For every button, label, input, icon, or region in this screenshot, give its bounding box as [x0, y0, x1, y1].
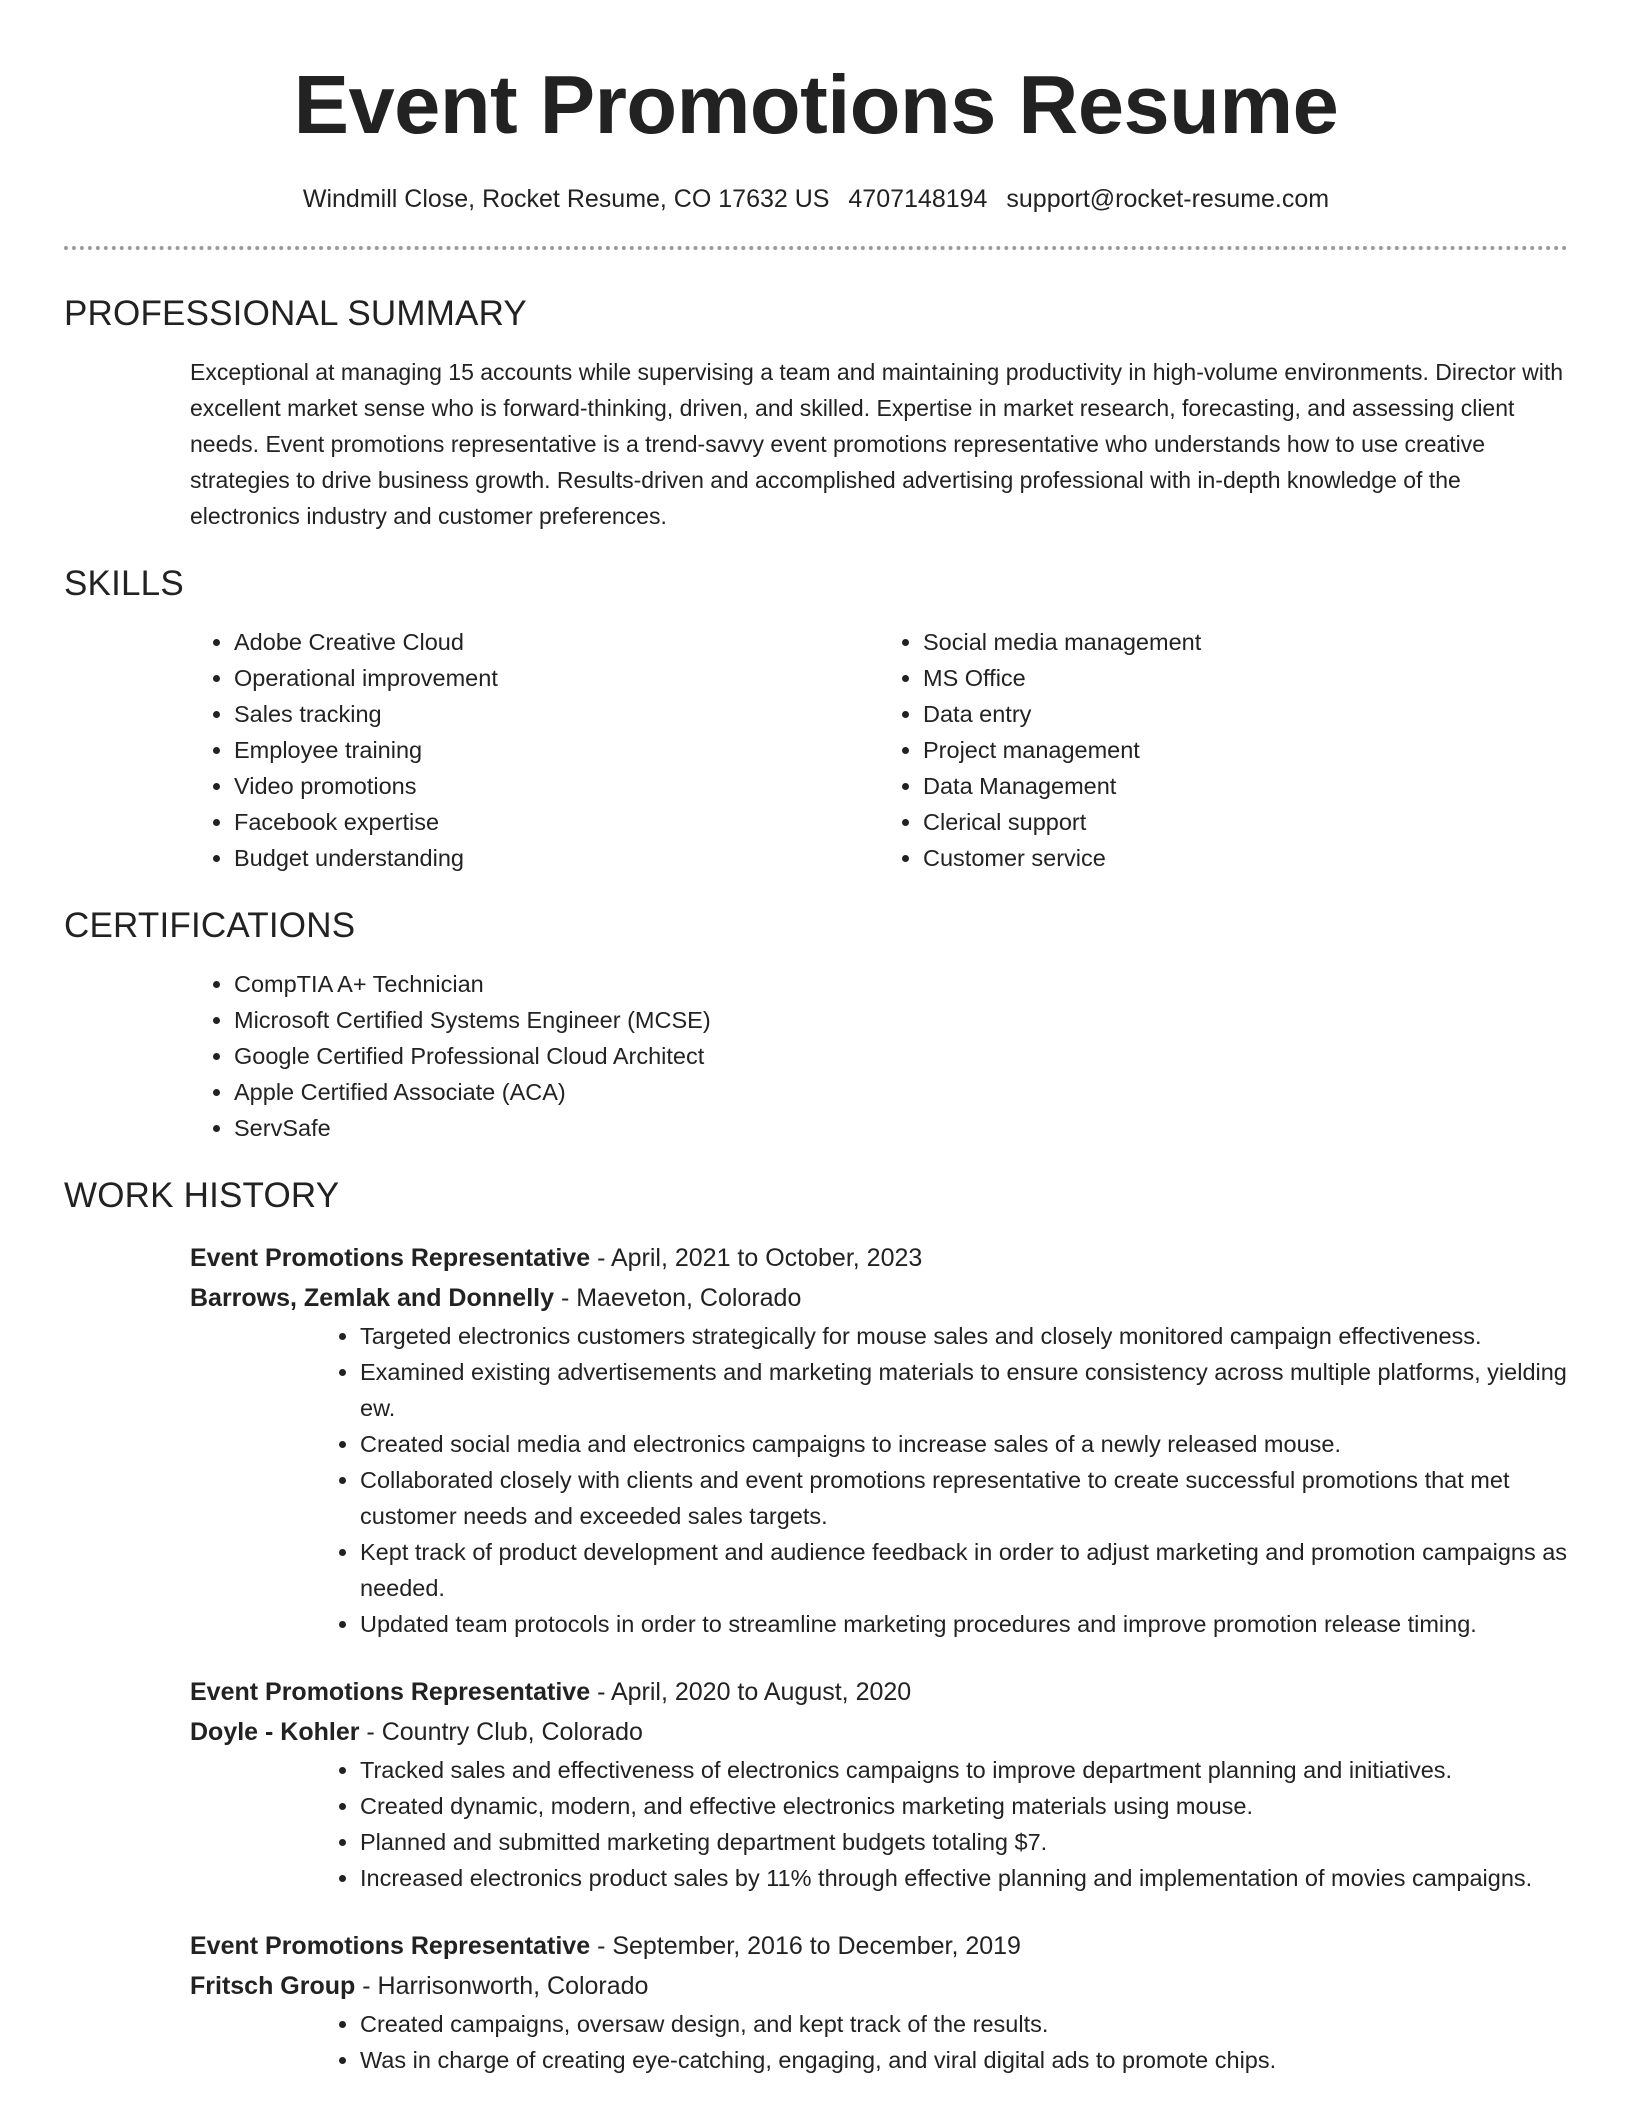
list-item: • Clerical support: [923, 804, 1568, 840]
list-item: • Kept track of product development and audience feedback in order to adjust marketing and promotion campaigns as needed.: [360, 1534, 1568, 1606]
list-item: • Operational improvement: [234, 660, 879, 696]
list-item: • Planned and submitted marketing department budgets totaling $7.: [360, 1824, 1568, 1860]
list-item: • Microsoft Certified Systems Engineer (MCSE): [234, 1002, 1568, 1038]
job-dates: - September, 2016 to December, 2019: [590, 1932, 1021, 1960]
list-item: • Data entry: [923, 696, 1568, 732]
job-bullets: [190, 1318, 1568, 1642]
list-item: • Tracked sales and effectiveness of electronics campaigns to improve department planning and initiatives.: [360, 1752, 1568, 1788]
resume-title: Event Promotions Resume: [293, 58, 1339, 151]
summary-heading: PROFESSIONAL SUMMARY: [64, 294, 527, 333]
skills-heading: SKILLS: [64, 564, 184, 603]
job-title: Event Promotions Representative: [190, 1244, 591, 1272]
list-item: • Employee training: [234, 732, 879, 768]
list-item: • Created social media and electronics campaigns to increase sales of a newly released mouse.: [360, 1426, 1568, 1462]
job-company-line: [190, 1712, 1568, 1752]
job-entry: [190, 1238, 1568, 1642]
skills-left-list: [190, 624, 879, 876]
job-entry: [190, 1672, 1568, 1896]
list-item: • Apple Certified Associate (ACA): [234, 1074, 1568, 1110]
list-item: • Adobe Creative Cloud: [234, 624, 879, 660]
list-item: • Updated team protocols in order to streamline marketing procedures and improve promotion release timing.: [360, 1606, 1568, 1642]
list-item: • ServSafe: [234, 1110, 1568, 1146]
job-title-line: [190, 1926, 1568, 1966]
certifications-heading: CERTIFICATIONS: [64, 906, 356, 945]
list-item: • Budget understanding: [234, 840, 879, 876]
list-item: • CompTIA A+ Technician: [234, 966, 1568, 1002]
list-item: • Project management: [923, 732, 1568, 768]
skills-right-list: [879, 624, 1568, 876]
header-divider: [64, 246, 1568, 250]
job-bullets: [190, 2006, 1568, 2078]
job-location: - Harrisonworth, Colorado: [355, 1972, 649, 2000]
job-location: - Maeveton, Colorado: [554, 1284, 802, 1312]
certifications-list: [190, 966, 1568, 1146]
contact-phone: 4707148194: [848, 185, 988, 213]
job-title-line: [190, 1672, 1568, 1712]
work-history-section: [64, 1174, 1568, 2078]
job-location: - Country Club, Colorado: [359, 1718, 643, 1746]
job-entry: [190, 1926, 1568, 2078]
job-company: Fritsch Group: [190, 1972, 356, 2000]
job-title: Event Promotions Representative: [190, 1678, 591, 1706]
job-bullets: [190, 1752, 1568, 1896]
list-item: • Targeted electronics customers strategically for mouse sales and closely monitored campaign effectiveness.: [360, 1318, 1568, 1354]
list-item: • Facebook expertise: [234, 804, 879, 840]
list-item: • Increased electronics product sales by 11% through effective planning and implementation of movies campaigns.: [360, 1860, 1568, 1896]
job-company: Doyle - Kohler: [190, 1718, 360, 1746]
list-item: • Video promotions: [234, 768, 879, 804]
list-item: • Sales tracking: [234, 696, 879, 732]
list-item: • Was in charge of creating eye-catching, engaging, and viral digital ads to promote chips.: [360, 2042, 1568, 2078]
job-company-line: [190, 1278, 1568, 1318]
job-company: Barrows, Zemlak and Donnelly: [190, 1284, 554, 1312]
list-item: • Google Certified Professional Cloud Architect: [234, 1038, 1568, 1074]
job-dates: - April, 2020 to August, 2020: [590, 1678, 912, 1706]
list-item: • Created campaigns, oversaw design, and kept track of the results.: [360, 2006, 1568, 2042]
contact-address: Windmill Close, Rocket Resume, CO 17632 US: [302, 185, 830, 213]
job-company-line: [190, 1966, 1568, 2006]
work-history-heading: WORK HISTORY: [64, 1176, 340, 1215]
list-item: • Created dynamic, modern, and effective electronics marketing materials using mouse.: [360, 1788, 1568, 1824]
list-item: • Collaborated closely with clients and event promotions representative to create successful promotions that met customer needs and exceeded sales targets.: [360, 1462, 1568, 1534]
contact-email: support@rocket-resume.com: [1006, 185, 1330, 213]
list-item: • Data Management: [923, 768, 1568, 804]
summary-text: Exceptional at managing 15 accounts while supervising a team and maintaining productivity in high-volume environments. Director with excellent market sense who is forward-thinking, driven, and skilled. Expertise in market research, forecasting, and assessing client needs. Event promotions representative is a trend-savvy event promotions representative who understands how to use creative strategies to drive business growth. Results-driven and accomplished advertising professional with in-depth knowledge of the electronics industry and customer preferences.: [190, 359, 1564, 529]
job-title: Event Promotions Representative: [190, 1932, 591, 1960]
list-item: • Social media management: [923, 624, 1568, 660]
contact-line: [64, 182, 1568, 216]
list-item: • MS Office: [923, 660, 1568, 696]
job-dates: - April, 2021 to October, 2023: [590, 1244, 923, 1272]
list-item: • Examined existing advertisements and marketing materials to ensure consistency across multiple platforms, yielding ew.: [360, 1354, 1568, 1426]
summary-section: [64, 292, 1568, 534]
list-item: • Customer service: [923, 840, 1568, 876]
job-title-line: [190, 1238, 1568, 1278]
skills-section: [64, 562, 1568, 876]
certifications-section: [64, 904, 1568, 1146]
